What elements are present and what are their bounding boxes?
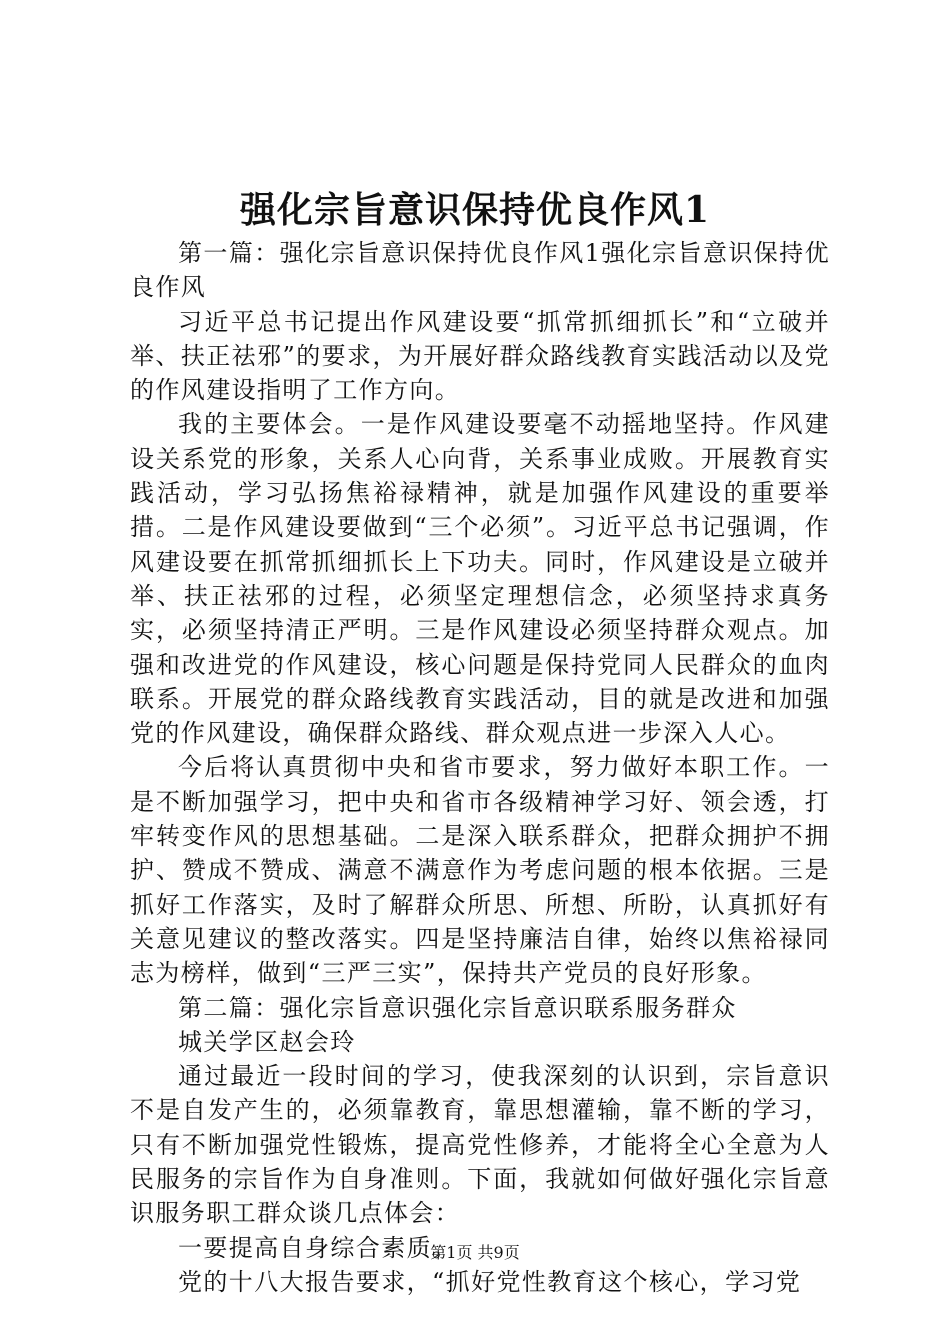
paragraph-study-insight: 通过最近一段时间的学习，使我深刻的认识到，宗旨意识不是自发产生的，必须靠教育，靠思想灌输，靠不断的学习，只有不断加强党性锻炼，提高党性修养，才能将全心全意为人民服务的宗旨作为自身准则。下面，我就如何做好强化宗旨意识服务职工群众谈几点体会： xyxy=(130,1062,830,1228)
paragraph-requirements: 习近平总书记提出作风建设要“抓常抓细抓长”和“立破并举、扶正祛邪”的要求，为开展好群众路线教育实践活动以及党的作风建设指明了工作方向。 xyxy=(130,307,830,405)
paragraph-main-experience: 我的主要体会。一是作风建设要毫不动摇地坚持。作风建设关系党的形象，关系人心向背，关系事业成败。开展教育实践活动，学习弘扬焦裕禄精神，就是加强作风建设的重要举措。二是作风建设要做到“三个必须”。习近平总书记强调，作风建设要在抓常抓细抓长上下功夫。同时，作风建设是立破并举、扶正祛邪的过程，必须坚定理想信念，必须坚持求真务实，必须坚持清正严明。三是作风建设必须坚持群众观点。加强和改进党的作风建设，核心问题是保持党同人民群众的血肉联系。开展党的群众路线教育实践活动，目的就是改进和加强党的作风建设，确保群众路线、群众观点进一步深入人心。 xyxy=(130,410,830,748)
paragraph-part-two-heading: 第二篇：强化宗旨意识强化宗旨意识联系服务群众 xyxy=(178,993,737,1022)
paragraph-future-work: 今后将认真贯彻中央和省市要求，努力做好本职工作。一是不断加强学习，把中央和省市各级精神学习好、领会透，打牢转变作风的思想基础。二是深入联系群众，把群众拥护不拥护、赞成不赞成、满意不满意作为考虑问题的根本依据。三是抓好工作落实，及时了解群众所思、所想、所盼，认真抓好有关意见建议的整改落实。四是坚持廉洁自律，始终以焦裕禄同志为榜样，做到“三严三实”，保持共产党员的良好形象。 xyxy=(130,753,830,988)
paragraph-report-requirement: 党的十八大报告要求，“抓好党性教育这个核心，学习党 xyxy=(178,1267,802,1296)
page-number-footer: 第1页 共9页 xyxy=(430,1243,520,1262)
document-body xyxy=(130,236,830,1299)
paragraph-point-one: 一要提高自身综合素质。 xyxy=(178,1233,458,1262)
document-title: 强化宗旨意识保持优良作风1 xyxy=(239,189,711,231)
paragraph-part-one-heading: 第一篇：强化宗旨意识保持优良作风1强化宗旨意识保持优良作风 xyxy=(130,239,830,302)
paragraph-author: 城关学区赵会玲 xyxy=(178,1027,356,1056)
